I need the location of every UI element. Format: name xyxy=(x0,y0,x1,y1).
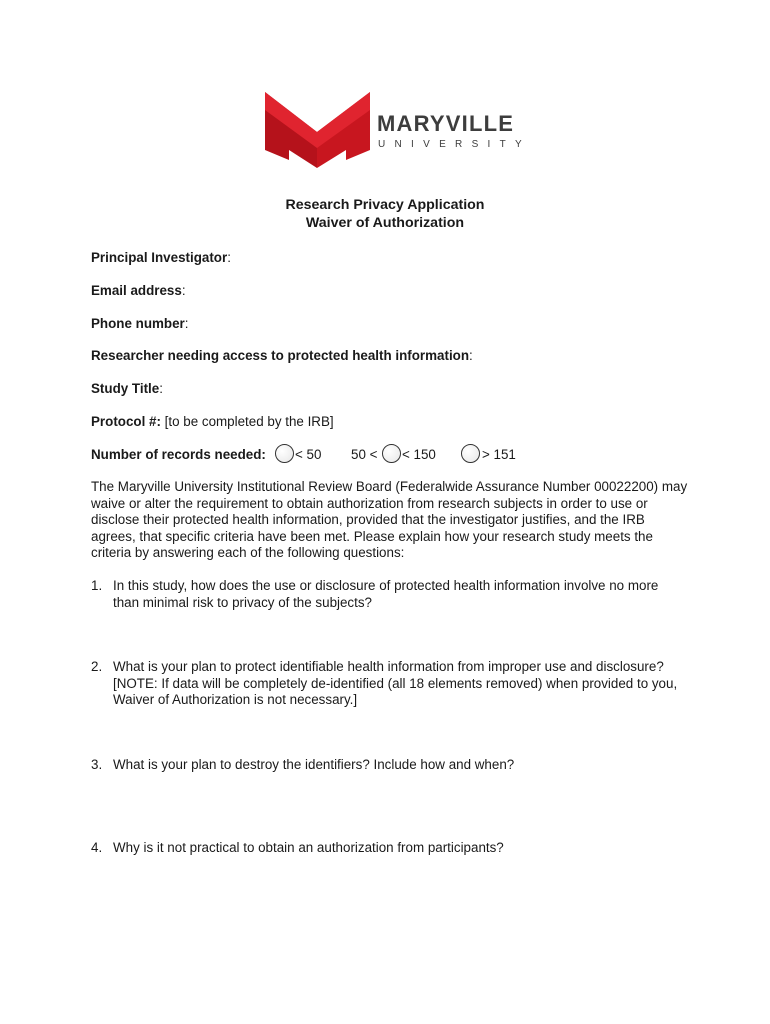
maryville-logo xyxy=(265,92,532,168)
maryville-m-icon xyxy=(265,92,370,168)
protocol-value: [to be completed by the IRB] xyxy=(160,414,334,429)
field-phone-number[interactable] xyxy=(91,316,188,333)
question-number: 3. xyxy=(91,757,103,772)
radio-50-to-150[interactable] xyxy=(382,444,401,463)
study-label: Study Title xyxy=(91,381,160,396)
field-email-address[interactable] xyxy=(91,283,186,300)
email-colon: : xyxy=(181,283,186,298)
option-under-50-label: < 50 xyxy=(295,447,322,462)
question-text: What is your plan to destroy the identifiers? Include how and when? xyxy=(113,757,515,772)
field-study-title[interactable] xyxy=(91,381,163,398)
radio-over-151[interactable] xyxy=(461,444,480,463)
option-50-150-left-label: 50 < xyxy=(351,447,378,462)
option-over-151-label: > 151 xyxy=(482,447,516,462)
question-number: 2. xyxy=(91,659,103,674)
researcher-label: Researcher needing access to protected health information xyxy=(91,348,470,363)
pi-label: Principal Investigator xyxy=(91,250,228,265)
field-principal-investigator[interactable] xyxy=(91,250,231,267)
field-researcher[interactable] xyxy=(91,348,473,365)
study-colon: : xyxy=(159,381,163,396)
logo-subword: UNIVERSITY xyxy=(378,139,532,150)
field-protocol xyxy=(91,414,334,431)
phone-colon: : xyxy=(184,316,189,331)
option-50-150-right-label: < 150 xyxy=(402,447,436,462)
document-title xyxy=(0,196,770,232)
records-needed-group xyxy=(91,444,691,466)
question-number: 1. xyxy=(91,578,103,593)
researcher-colon: : xyxy=(469,348,473,363)
records-label: Number of records needed: xyxy=(91,447,266,462)
phone-label: Phone number xyxy=(91,316,185,331)
radio-under-50[interactable] xyxy=(275,444,294,463)
email-label: Email address xyxy=(91,283,182,298)
title-line-2: Waiver of Authorization xyxy=(305,215,465,231)
pi-colon: : xyxy=(227,250,231,265)
title-line-1: Research Privacy Application xyxy=(285,197,485,213)
question-text: In this study, how does the use or disclosure of protected health information involve no more than minimal risk to privacy of the subjects? xyxy=(113,578,659,610)
question-text: What is your plan to protect identifiable health information from improper use and disclosure? [NOTE: If data will be completely de-identified (all 18 elements removed) when provided to you, Waiver of Authorization is not necessary.] xyxy=(113,659,678,707)
protocol-label: Protocol #: xyxy=(91,414,161,429)
logo-wordmark: MARYVILLE xyxy=(377,111,515,136)
intro-paragraph: The Maryville University Institutional Review Board (Federalwide Assurance Number 00022200) may waive or alter the requirement to obtain authorization from research subjects in order to use or disclose their protected health information, provided that the investigator justifies, and the IRB agrees, that specific criteria have been met. Please explain how your research study meets the criteria by answering each of the following questions: xyxy=(91,479,688,560)
question-text: Why is it not practical to obtain an authorization from participants? xyxy=(113,840,504,855)
question-number: 4. xyxy=(91,840,103,855)
